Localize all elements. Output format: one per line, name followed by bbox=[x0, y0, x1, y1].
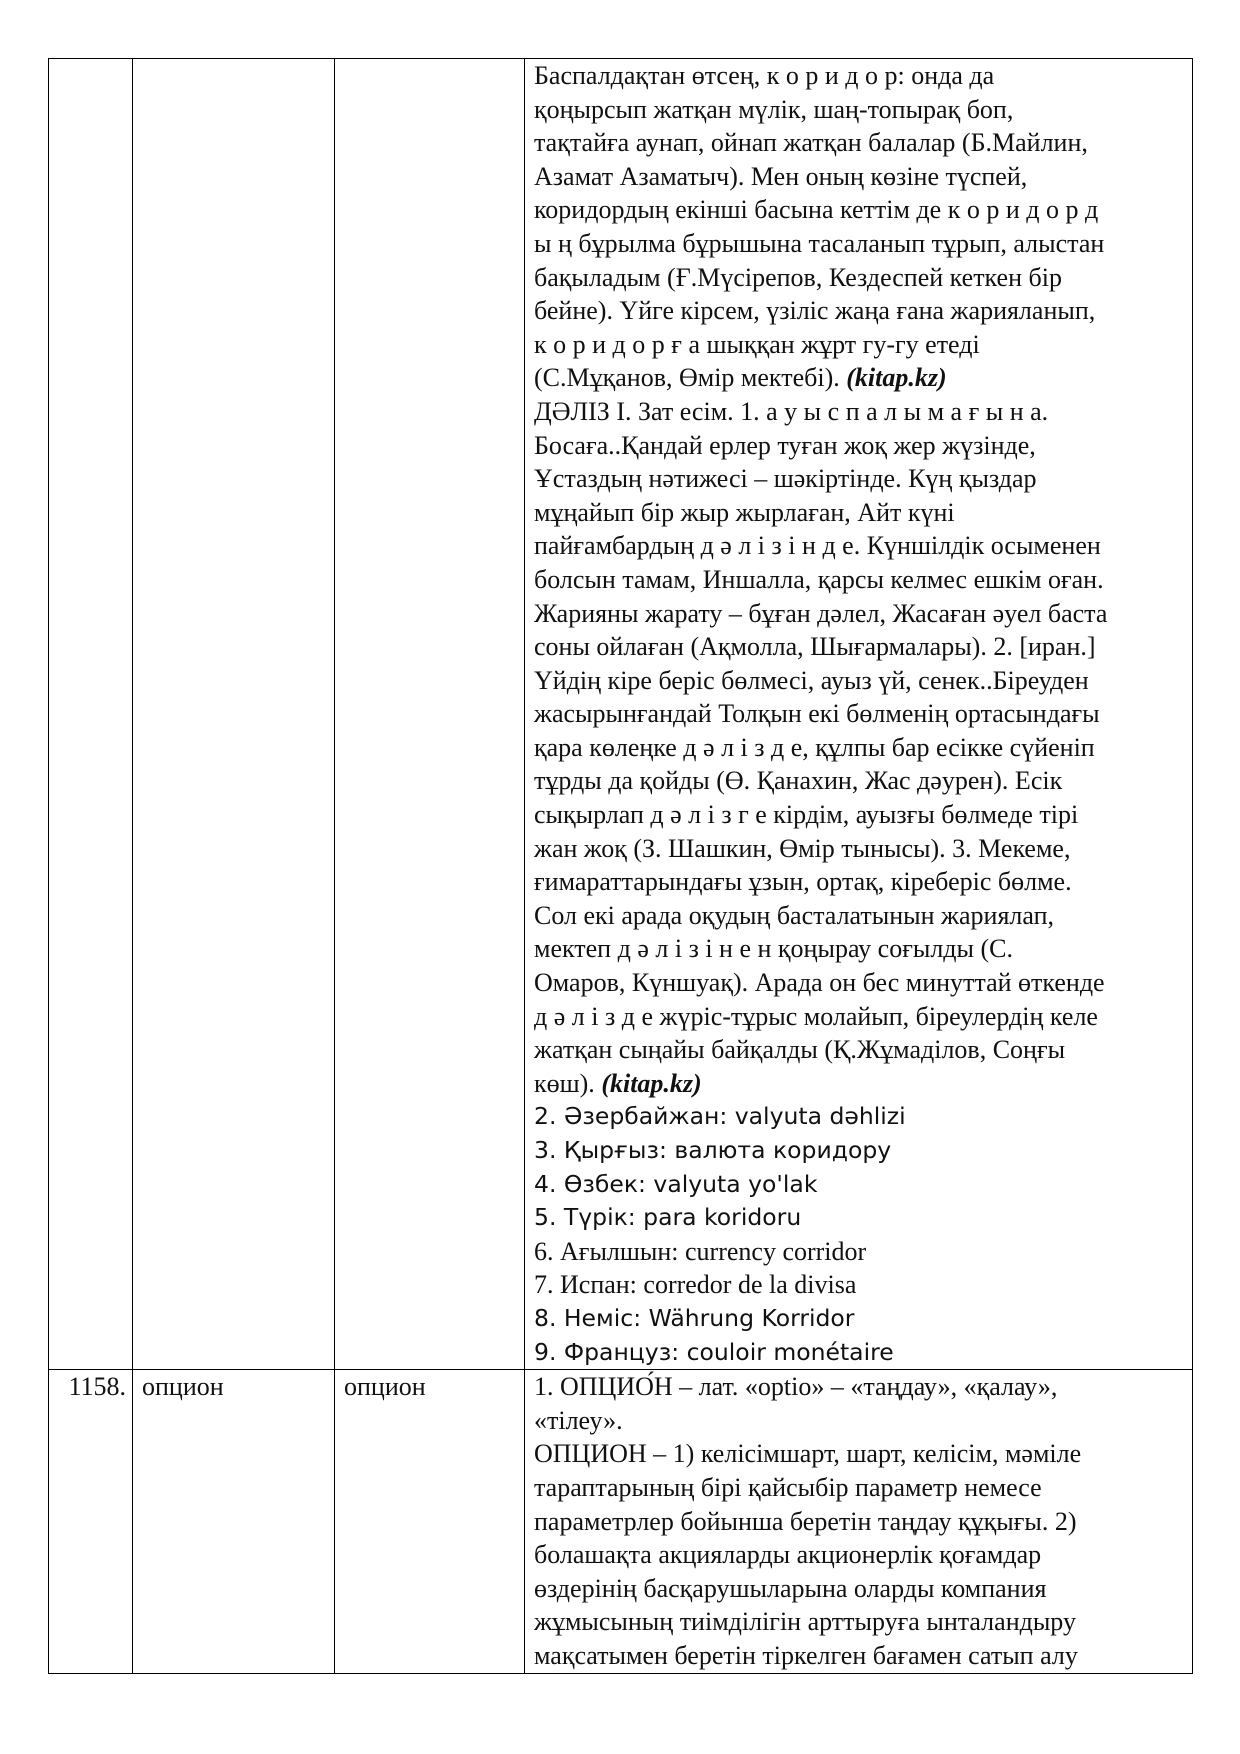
table-row bbox=[49, 1370, 1193, 1673]
definition-line: жасырынғандай Толқын екі бөлменің ортасындағы bbox=[534, 699, 1100, 729]
definition-line: Азамат Азаматыч). Мен оның көзіне түспей, bbox=[534, 161, 1028, 191]
entry-number: 1158. bbox=[49, 1370, 133, 1673]
term-kazakh: опцион bbox=[133, 1370, 335, 1673]
definition-line: Үйдің кіре беріс бөлмесі, ауыз үй, сенек..Біреуден bbox=[534, 665, 1089, 695]
source-line bbox=[534, 361, 1186, 395]
definition-line: ы ң бұрылма бұрышына тасаланып тұрып, алыстан bbox=[534, 228, 1105, 258]
definition-line: жұмысының тиімділігін арттыруға ынталандыру bbox=[534, 1607, 1076, 1637]
definition-line: «тілеу». bbox=[534, 1405, 623, 1435]
definition-line: мектеп д ә л і з і н е н қоңырау соғылды (С. bbox=[534, 934, 1014, 964]
definition-line: болсын тамам, Иншалла, қарсы келмес ешкім оған. bbox=[534, 564, 1104, 594]
definition-line: д ә л і з д е жүріс-тұрыс молайып, біреулердің келе bbox=[534, 1001, 1098, 1031]
translation-uzbek: 4. Өзбек: valyuta yo'lak bbox=[534, 1169, 818, 1198]
definition-text bbox=[534, 1370, 1186, 1672]
definition-line: Омаров, Күншуақ). Арада он бес минуттай өткенде bbox=[534, 968, 1105, 998]
definition-cell bbox=[525, 59, 1193, 1370]
definition-line: қоңырсып жатқан мүлік, шаң-топырақ боп, bbox=[534, 94, 1014, 124]
source-line bbox=[534, 1067, 1186, 1101]
term-russian: опцион bbox=[335, 1370, 525, 1673]
translation-azerbaijani: 2. Әзербайжан: valyuta dəhlizi bbox=[534, 1102, 906, 1131]
definition-line: параметрлер бойынша беретін таңдау құқығы. 2) bbox=[534, 1506, 1077, 1536]
source-reference: (kitap.kz) bbox=[601, 1068, 702, 1098]
term-russian bbox=[335, 59, 525, 1370]
definition-line: коридордың екінші басына кеттім де к о р и д о р д bbox=[534, 195, 1099, 225]
definition-line: 1. ОПЦИО́Н – лат. «optio» – «таңдау», «қалау», bbox=[534, 1372, 1058, 1402]
definition-line: тараптарының бірі қайсыбір параметр немесе bbox=[534, 1472, 1042, 1502]
dictionary-table bbox=[48, 58, 1193, 1674]
definition-cell bbox=[525, 1370, 1193, 1673]
definition-line: Баспалдақтан өтсең, к о р и д о р: онда да bbox=[534, 61, 995, 90]
definition-line: Жарияны жарату – бұған дәлел, Жасаған әуел баста bbox=[534, 598, 1108, 628]
translation-french: 9. Француз: couloir monétaire bbox=[534, 1337, 894, 1366]
definition-line: сықырлап д ә л і з г е кірдім, ауызғы бөлмеде тірі bbox=[534, 800, 1079, 830]
citation-text: көш). bbox=[534, 1068, 602, 1098]
source-reference: (kitap.kz) bbox=[846, 363, 947, 393]
definition-line: болашақта акцияларды акционерлік қоғамдар bbox=[534, 1540, 1042, 1570]
definition-line: Ұстаздың нәтижесі – шәкіртінде. Күң қыздар bbox=[534, 464, 1037, 494]
entry-number bbox=[49, 59, 133, 1370]
definition-line: жатқан сыңайы байқалды (Қ.Жұмаділов, Соңғы bbox=[534, 1035, 1066, 1065]
definition-line: пайғамбардың д ә л і з і н д е. Күншілдік осыменен bbox=[534, 531, 1101, 561]
definition-line: жан жоқ (З. Шашкин, Өмір тынысы). 3. Мекеме, bbox=[534, 833, 1071, 863]
translation-spanish: 7. Испан: corredor de la divisa bbox=[534, 1270, 857, 1300]
definition-line: к о р и д о р ғ а шыққан жұрт гу-гу етеді bbox=[534, 329, 980, 359]
definition-line: бейне). Үйге кірсем, үзіліс жаңа ғана жарияланып, bbox=[534, 296, 1096, 326]
definition-line: тақтайға аунап, ойнап жатқан балалар (Б.Майлин, bbox=[534, 128, 1088, 158]
translation-kyrgyz: 3. Қырғыз: валюта коридору bbox=[534, 1136, 892, 1164]
citation-text: (С.Мұқанов, Өмір мектебі). bbox=[534, 363, 847, 393]
definition-line: ОПЦИОН – 1) келісімшарт, шарт, келісім, мәміле bbox=[534, 1439, 1082, 1469]
definition-line: мақсатымен беретін тіркелген бағамен сатып алу bbox=[534, 1640, 1078, 1670]
term-kazakh bbox=[133, 59, 335, 1370]
table-row bbox=[49, 59, 1193, 1370]
translation-german: 8. Неміс: Währung Korridor bbox=[534, 1303, 855, 1332]
definition-line: ДӘЛІЗ I. Зат есім. 1. а у ы с п а л ы м а ғ ы н а. bbox=[534, 396, 1049, 426]
definition-line: мұңайып бір жыр жырлаған, Айт күні bbox=[534, 497, 955, 527]
definition-line: соны ойлаған (Ақмолла, Шығармалары). 2. [иран.] bbox=[534, 632, 1096, 662]
definition-line: Сол екі арада оқудың басталатынын жариялап, bbox=[534, 900, 1055, 930]
definition-line: бақыладым (Ғ.Мүсірепов, Кездеспей кеткен бір bbox=[534, 262, 1062, 292]
translation-english: 6. Ағылшын: currency corridor bbox=[534, 1236, 867, 1266]
definition-line: қара көлеңке д ә л і з д е, құлпы бар есікке сүйеніп bbox=[534, 732, 1095, 762]
definition-line: тұрды да қойды (Ө. Қанахин, Жас дәурен). Есік bbox=[534, 766, 1063, 796]
definition-line: өздерінің басқарушыларына оларды компания bbox=[534, 1573, 1047, 1603]
definition-text bbox=[534, 59, 1186, 1369]
definition-line: Босаға..Қандай ерлер туған жоқ жер жүзінде, bbox=[534, 430, 1036, 460]
translation-turkish: 5. Түрік: para koridoru bbox=[534, 1203, 802, 1232]
definition-line: ғимараттарындағы ұзын, ортақ, кіреберіс бөлме. bbox=[534, 867, 1072, 897]
